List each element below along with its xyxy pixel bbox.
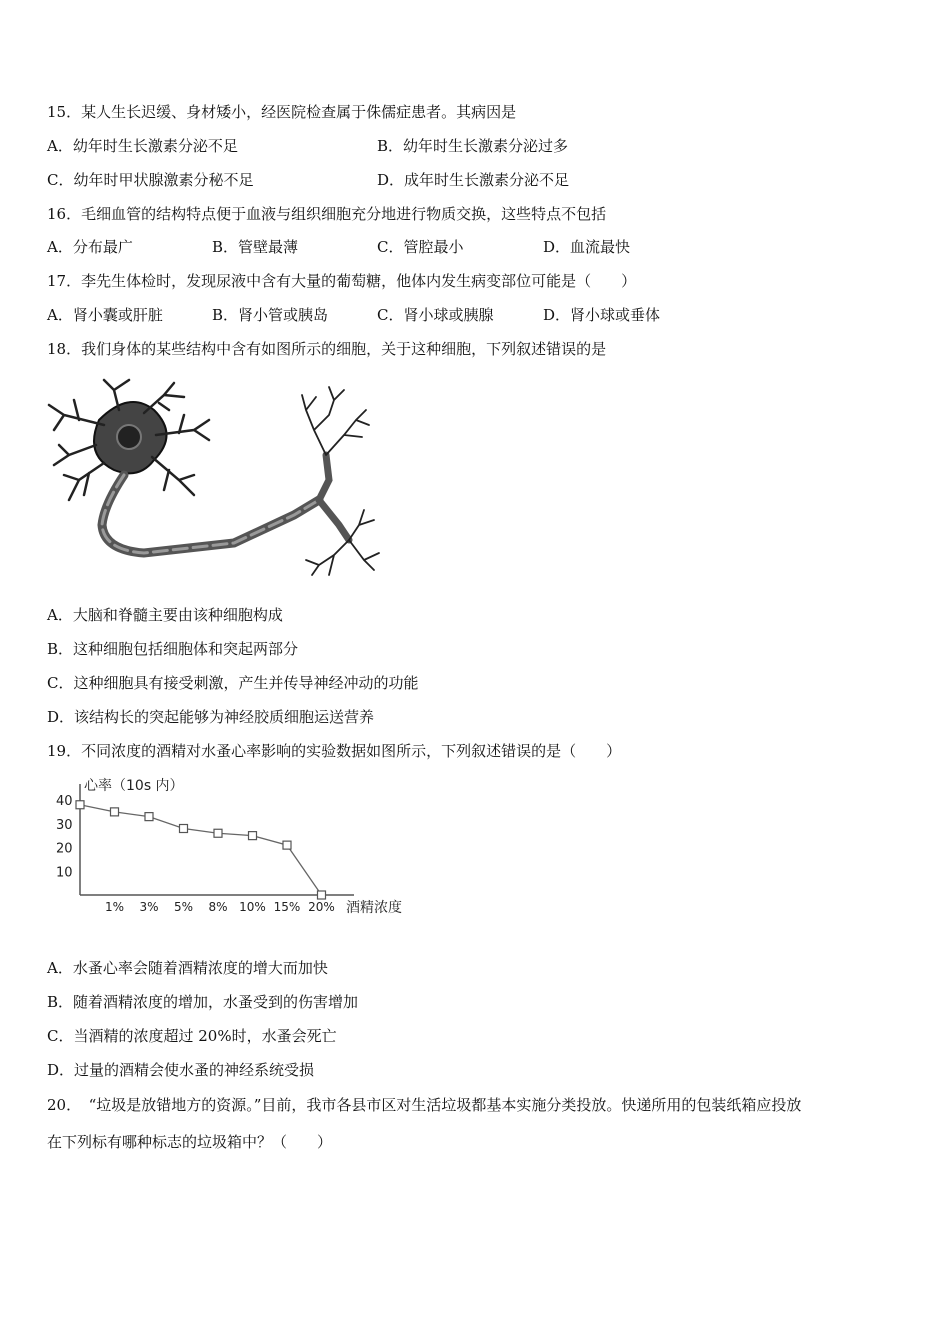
q19-option-a[interactable]: A．水蚤心率会随着酒精浓度的增大而加快 [47, 959, 328, 977]
q19-option-c[interactable]: C．当酒精的浓度超过 20%时，水蚤会死亡 [47, 1027, 337, 1045]
data-point [111, 808, 119, 816]
q15-option-c[interactable]: C．幼年时甲状腺激素分秘不足 [47, 171, 254, 189]
y-axis-label: 心率（10s 内） [84, 778, 184, 794]
heart-rate-chart [44, 770, 424, 920]
x-axis-label: 酒精浓度 [346, 900, 402, 916]
data-point [214, 829, 222, 837]
x-tick-label: 8% [208, 900, 228, 914]
y-tick-label: 40 [56, 794, 73, 809]
q15-option-d[interactable]: D．成年时生长激素分泌不足 [377, 171, 570, 189]
q16-option-b[interactable]: B．管壁最薄 [212, 238, 299, 256]
data-point [180, 825, 188, 833]
q17-option-b[interactable]: B．肾小管或胰岛 [212, 306, 329, 324]
q19-stem: 19．不同浓度的酒精对水蚤心率影响的实验数据如图所示，下列叙述错误的是（ ） [47, 742, 622, 760]
series-line [80, 805, 322, 895]
y-tick-label: 30 [56, 817, 73, 833]
q18-option-b[interactable]: B．这种细胞包括细胞体和突起两部分 [47, 640, 299, 658]
q16-stem: 16．毛细血管的结构特点便于血液与组织细胞充分地进行物质交换，这些特点不包括 [47, 205, 607, 223]
q17-stem: 17．李先生体检时，发现尿液中含有大量的葡萄糖，他体内发生病变部位可能是（ ） [47, 272, 637, 290]
data-point [145, 813, 153, 821]
q19-option-d[interactable]: D．过量的酒精会使水蚤的神经系统受损 [47, 1061, 315, 1079]
q17-option-a[interactable]: A．肾小囊或肝脏 [47, 306, 163, 324]
neuron-diagram [44, 375, 384, 580]
q18-option-d[interactable]: D．该结构长的突起能够为神经胶质细胞运送营养 [47, 708, 375, 726]
q18-stem: 18．我们身体的某些结构中含有如图所示的细胞，关于这种细胞，下列叙述错误的是 [47, 340, 607, 358]
q20-stem-line2: 在下列标有哪种标志的垃圾箱中？（ ） [47, 1133, 333, 1151]
y-tick-label: 20 [56, 841, 73, 857]
data-point [249, 832, 257, 840]
x-tick-label: 20% [308, 900, 335, 914]
q18-option-c[interactable]: C．这种细胞具有接受刺激，产生并传导神经冲动的功能 [47, 674, 419, 692]
q18-option-a[interactable]: A．大脑和脊髓主要由该种细胞构成 [47, 606, 283, 624]
q17-option-c[interactable]: C．肾小球或胰腺 [377, 306, 494, 324]
x-tick-label: 1% [104, 900, 125, 914]
x-tick-label: 5% [173, 900, 194, 914]
q15-stem: 15．某人生长迟缓、身材矮小，经医院检查属于侏儒症患者。其病因是 [47, 103, 517, 121]
q16-option-a[interactable]: A．分布最广 [47, 238, 133, 256]
x-tick-label: 3% [139, 900, 159, 914]
q15-option-b[interactable]: B．幼年时生长激素分泌过多 [377, 137, 569, 155]
q19-option-b[interactable]: B．随着酒精浓度的增加，水蚤受到的伤害增加 [47, 993, 359, 1011]
q20-stem-line1: 20． “垃圾是放错地方的资源。”目前，我市各县市区对生活垃圾都基本实施分类投放。快递所用的包装纸箱应投放 [47, 1096, 802, 1114]
q17-option-d[interactable]: D．肾小球或垂体 [543, 306, 661, 324]
x-tick-label: 15% [273, 900, 301, 914]
q16-option-d[interactable]: D．血流最快 [543, 238, 631, 256]
q15-option-a[interactable]: A．幼年时生长激素分泌不足 [47, 137, 238, 155]
data-point [318, 891, 326, 899]
q16-option-c[interactable]: C．管腔最小 [377, 238, 464, 256]
data-point [283, 841, 291, 849]
x-tick-label: 10% [239, 900, 266, 914]
data-point [76, 801, 84, 809]
y-tick-label: 10 [56, 865, 73, 881]
